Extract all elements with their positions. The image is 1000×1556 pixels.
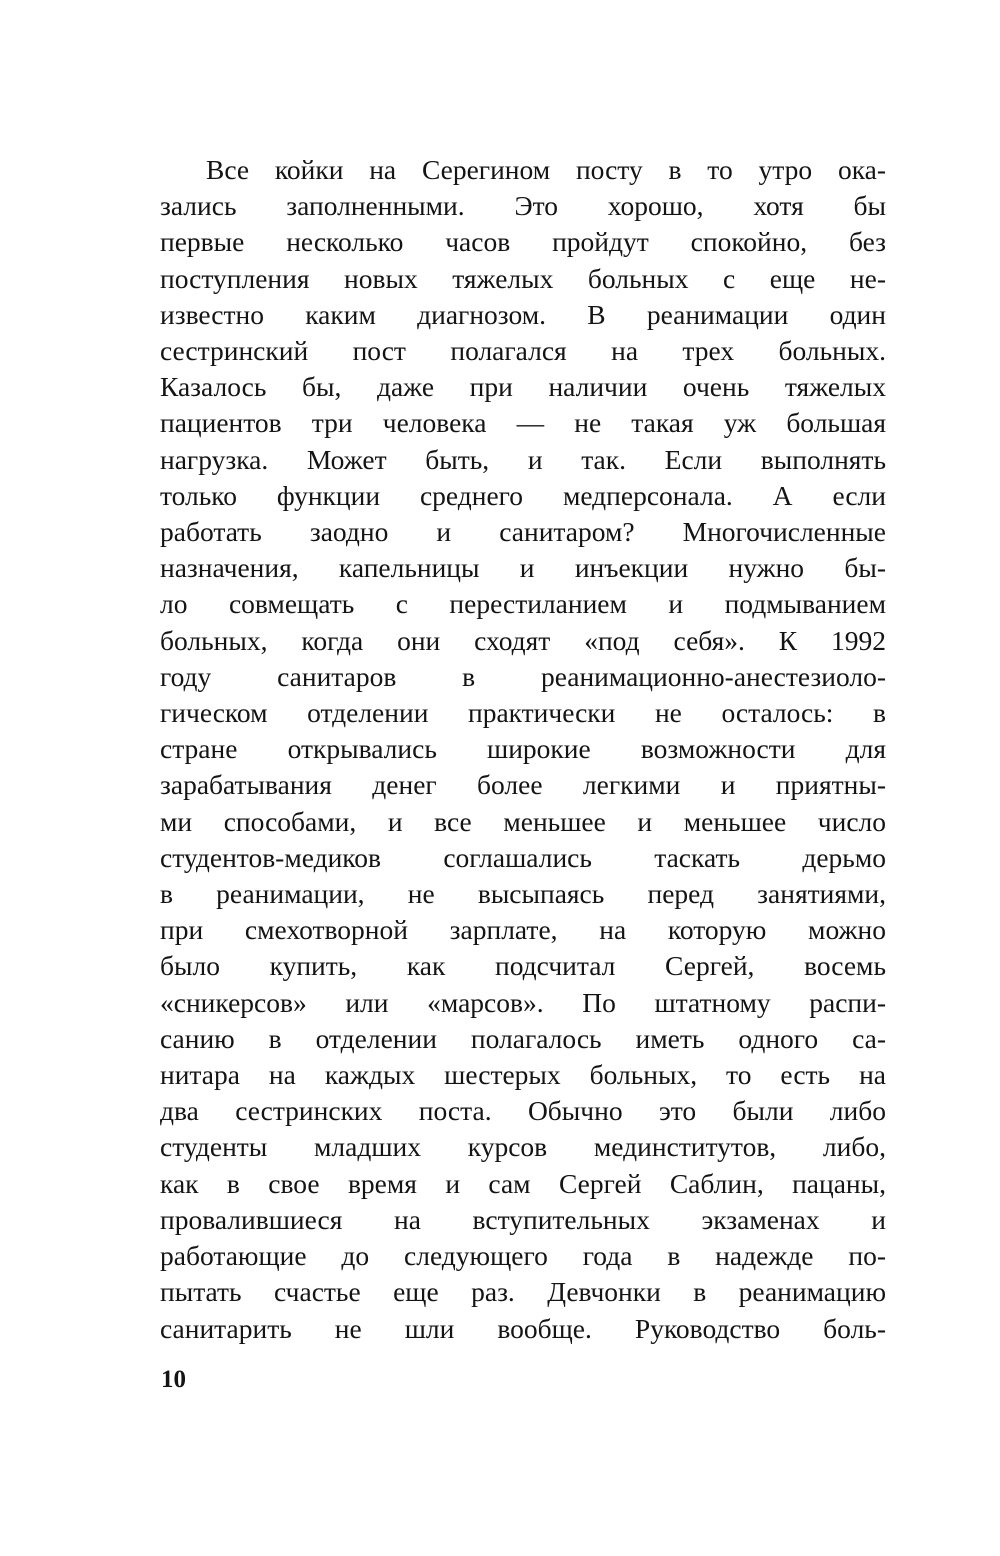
text-line: поступления новых тяжелых больных с еще не-	[160, 262, 886, 294]
text-line: санию в отделении полагалось иметь одного са-	[160, 1022, 886, 1054]
text-line: больных, когда они сходят «под себя». К 1992	[160, 624, 886, 656]
text-line: пытать счастье еще раз. Девчонки в реанимацию	[160, 1276, 886, 1308]
text-line: Все койки на Серегином посту в то утро ока-	[206, 154, 886, 185]
text-line: в реанимации, не высыпаясь перед занятиями,	[160, 878, 886, 910]
text-line: назначения, капельницы и инъекции нужно бы-	[160, 552, 886, 584]
text-line: было купить, как подсчитал Сергей, восемь	[160, 950, 886, 982]
text-line: студенты младших курсов мединститутов, либо,	[160, 1131, 886, 1163]
text-line: зарабатывания денег более легкими и приятны-	[160, 769, 886, 801]
paragraph	[160, 152, 886, 1347]
text-line: стране открывались широкие возможности для	[160, 733, 886, 765]
text-line: зались заполненными. Это хорошо, хотя бы	[160, 190, 886, 222]
text-line: сестринский пост полагался на трех больных.	[160, 335, 886, 367]
text-line: только функции среднего медперсонала. А если	[160, 479, 886, 511]
text-line: два сестринских поста. Обычно это были либо	[160, 1095, 886, 1127]
text-line: пациентов три человека — не такая уж большая	[160, 407, 886, 439]
text-line: работающие до следующего года в надежде по-	[160, 1240, 886, 1272]
text-line: провалившиеся на вступительных экзаменах и	[160, 1203, 886, 1235]
text-line: работать заодно и санитаром? Многочисленные	[160, 516, 886, 548]
text-line: при смехотворной зарплате, на которую можно	[160, 914, 886, 946]
text-line: первые несколько часов пройдут спокойно, без	[160, 226, 886, 258]
text-line: «сникерсов» или «марсов». По штатному распи-	[160, 986, 886, 1018]
text-line: студентов-медиков соглашались таскать дерьмо	[160, 841, 886, 873]
text-line: гическом отделении практически не осталось: в	[160, 697, 886, 729]
text-line: санитарить не шли вообще. Руководство боль-	[160, 1312, 886, 1344]
text-line: ло совмещать с перестиланием и подмыванием	[160, 588, 886, 620]
page-number: 10	[161, 1366, 186, 1393]
text-line: нагрузка. Может быть, и так. Если выполнять	[160, 443, 886, 475]
text-line: ми способами, и все меньшее и меньшее число	[160, 805, 886, 837]
text-line: нитара на каждых шестерых больных, то есть на	[160, 1059, 886, 1091]
text-line: году санитаров в реанимационно-анестезиоло-	[160, 660, 886, 692]
text-line: Казалось бы, даже при наличии очень тяжелых	[160, 371, 886, 403]
text-line: известно каким диагнозом. В реанимации один	[160, 298, 886, 330]
text-line: как в свое время и сам Сергей Саблин, пацаны,	[160, 1167, 886, 1199]
